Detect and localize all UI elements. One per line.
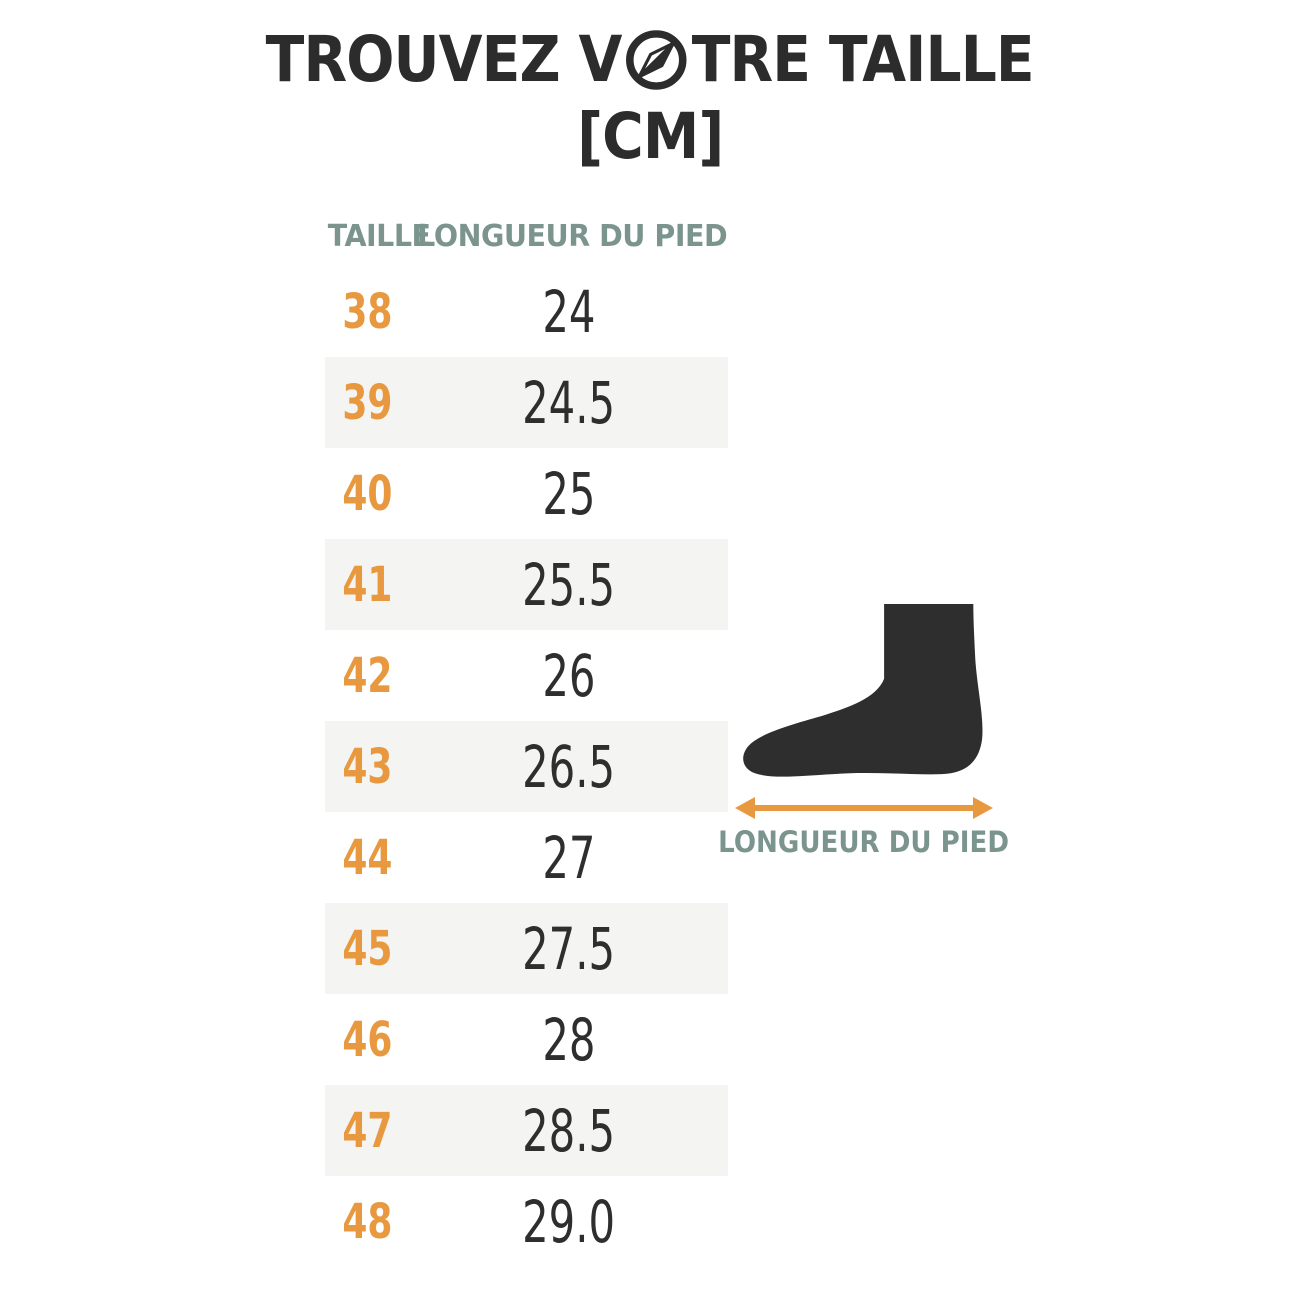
length-cell bbox=[409, 368, 728, 437]
size-cell bbox=[325, 647, 409, 704]
size-value: 48 bbox=[341, 1193, 393, 1250]
table-row bbox=[325, 1176, 728, 1267]
compass-icon bbox=[625, 29, 688, 91]
table-row bbox=[325, 903, 728, 994]
column-header-size bbox=[325, 219, 431, 254]
table-row bbox=[325, 539, 728, 630]
length-cell bbox=[409, 1005, 728, 1074]
length-cell bbox=[409, 732, 728, 801]
table-row bbox=[325, 357, 728, 448]
size-value: 38 bbox=[341, 283, 393, 340]
size-table bbox=[325, 208, 728, 1267]
length-cell bbox=[409, 1187, 728, 1256]
length-value: 25.5 bbox=[522, 550, 615, 619]
size-cell bbox=[325, 465, 409, 522]
page-title bbox=[0, 23, 1300, 173]
size-value: 45 bbox=[341, 920, 393, 977]
table-row bbox=[325, 266, 728, 357]
table-body bbox=[325, 266, 728, 1267]
length-value: 29.0 bbox=[522, 1187, 615, 1256]
size-value: 39 bbox=[341, 374, 393, 431]
horizontal-double-arrow-icon bbox=[735, 795, 993, 821]
length-value: 27 bbox=[541, 823, 596, 892]
size-value: 40 bbox=[341, 465, 393, 522]
size-cell bbox=[325, 829, 409, 886]
title-prefix: TROUVEZ V bbox=[265, 23, 622, 96]
size-cell bbox=[325, 1193, 409, 1250]
size-cell bbox=[325, 283, 409, 340]
column-header-foot-length bbox=[409, 219, 735, 254]
length-value: 24 bbox=[541, 277, 596, 346]
table-row bbox=[325, 812, 728, 903]
length-cell bbox=[409, 1096, 728, 1165]
size-value: 43 bbox=[341, 738, 393, 795]
table-header-row bbox=[325, 208, 728, 266]
size-cell bbox=[325, 1102, 409, 1159]
table-row bbox=[325, 630, 728, 721]
size-value: 44 bbox=[341, 829, 393, 886]
size-value: 41 bbox=[341, 556, 393, 613]
length-value: 26.5 bbox=[522, 732, 615, 801]
title-line-2 bbox=[569, 100, 732, 173]
length-cell bbox=[409, 550, 728, 619]
size-value: 42 bbox=[341, 647, 393, 704]
length-value: 28.5 bbox=[522, 1096, 615, 1165]
size-cell bbox=[325, 374, 409, 431]
foot-silhouette-icon bbox=[739, 602, 989, 784]
size-value: 46 bbox=[341, 1011, 393, 1068]
size-cell bbox=[325, 738, 409, 795]
title-unit: [CM] bbox=[576, 100, 724, 173]
table-row bbox=[325, 721, 728, 812]
table-row bbox=[325, 994, 728, 1085]
length-cell bbox=[409, 823, 728, 892]
length-cell bbox=[409, 277, 728, 346]
length-value: 28 bbox=[541, 1005, 596, 1074]
title-line-1 bbox=[265, 23, 1035, 96]
size-cell bbox=[325, 920, 409, 977]
size-cell bbox=[325, 556, 409, 613]
size-value: 47 bbox=[341, 1102, 393, 1159]
length-cell bbox=[409, 641, 728, 710]
length-value: 24.5 bbox=[522, 368, 615, 437]
length-value: 26 bbox=[541, 641, 596, 710]
length-cell bbox=[409, 914, 728, 983]
size-cell bbox=[325, 1011, 409, 1068]
column-header-foot-length-label: LONGUEUR DU PIED bbox=[417, 219, 728, 254]
column-header-size-label: TAILLE bbox=[327, 219, 431, 254]
length-cell bbox=[409, 459, 728, 528]
table-row bbox=[325, 448, 728, 539]
length-value: 27.5 bbox=[522, 914, 615, 983]
title-suffix: TRE TAILLE bbox=[691, 23, 1035, 96]
foot-length-label: LONGUEUR DU PIED bbox=[718, 825, 1010, 859]
table-row bbox=[325, 1085, 728, 1176]
foot-measurement-diagram bbox=[718, 602, 1010, 859]
length-value: 25 bbox=[541, 459, 596, 528]
